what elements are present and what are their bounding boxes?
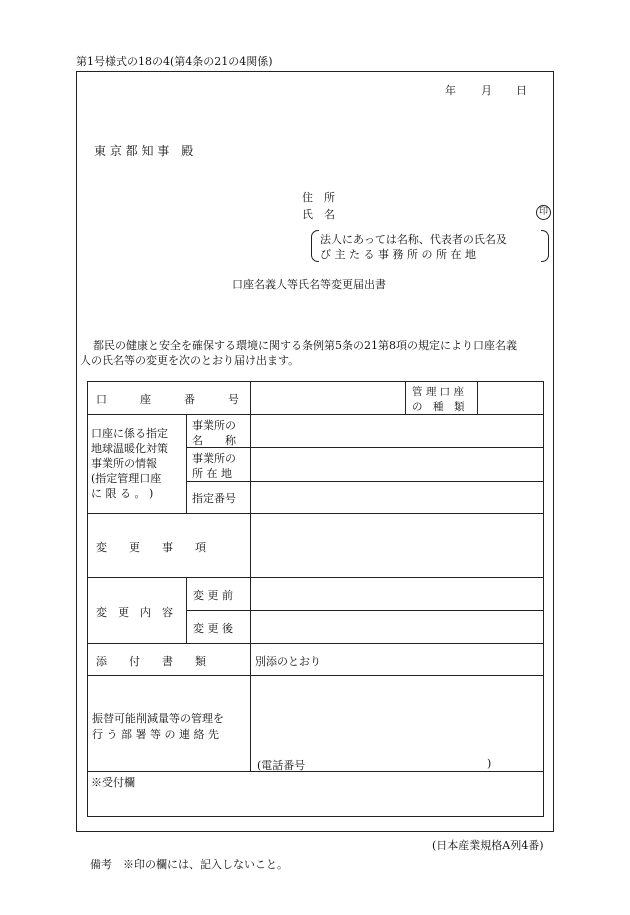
contact-label-line2: 行 う 部 署 等 の 連 絡 先 [92, 728, 219, 741]
facility-address-label-line1: 事業所の [192, 452, 236, 465]
body-text-line2: 人の氏名等の変更を次のとおり届け出ます。 [80, 354, 300, 367]
date-month-label: 月 [481, 84, 492, 97]
facility-group-line: 事業所の情報 [91, 457, 157, 470]
phone-number-open: (電話番号 [257, 759, 306, 772]
after-change-label: 変 更 後 [193, 622, 233, 635]
form-code: 第1号様式の18の4(第4条の21の4関係) [76, 55, 273, 68]
facility-group-line: (指定管理口座 [91, 472, 162, 485]
corporate-note-line1: 法人にあっては名称、代表者の氏名及 [320, 233, 507, 246]
account-number-label: 口 座 番 号 [96, 393, 239, 406]
facility-name-label-line1: 事業所の [192, 419, 236, 432]
contact-label-line1: 振替可能削減量等の管理を [92, 712, 224, 725]
corporate-note-line2: び 主 た る 事 務 所 の 所 在 地 [320, 248, 476, 261]
facility-group-label [91, 426, 168, 501]
reception-label: ※受付欄 [91, 776, 135, 789]
remarks-note: 備考 ※印の欄には、記入しないこと。 [90, 858, 288, 871]
addressee: 東 京 都 知 事 殿 [94, 144, 194, 158]
account-type-label-line2: の 種 類 [412, 401, 465, 413]
designation-number-label: 指定番号 [192, 492, 236, 505]
date-year-label: 年 [445, 84, 456, 97]
date-day-label: 日 [516, 84, 527, 97]
body-text-line1: 都民の健康と安全を確保する環境に関する条例第5条の21第8項の規定により口座名義 [93, 339, 517, 352]
name-label: 氏 名 [302, 208, 335, 221]
facility-address-label-line2: 所 在 地 [192, 467, 232, 480]
paper-size-note: (日本産業規格A列4番) [432, 839, 544, 852]
phone-number-close: ) [487, 757, 492, 770]
seal-mark: 印 [536, 205, 551, 220]
before-change-label: 変 更 前 [193, 589, 233, 602]
document-title: 口座名義人等氏名等変更届出書 [232, 278, 386, 291]
attachment-label: 添 付 書 類 [96, 655, 206, 668]
address-label: 住 所 [302, 191, 335, 204]
attachment-value: 別添のとおり [255, 655, 321, 668]
change-item-label: 変 更 事 項 [96, 541, 206, 554]
change-content-label: 変 更 内 容 [96, 606, 173, 619]
facility-group-line: 地球温暖化対策 [91, 442, 168, 455]
facility-group-line: に 限 る 。 ) [91, 487, 154, 500]
facility-name-label-line2: 名 称 [192, 434, 236, 447]
facility-group-line: 口座に係る指定 [91, 427, 168, 440]
account-type-label-line1: 管 理 口 座 [412, 386, 465, 398]
